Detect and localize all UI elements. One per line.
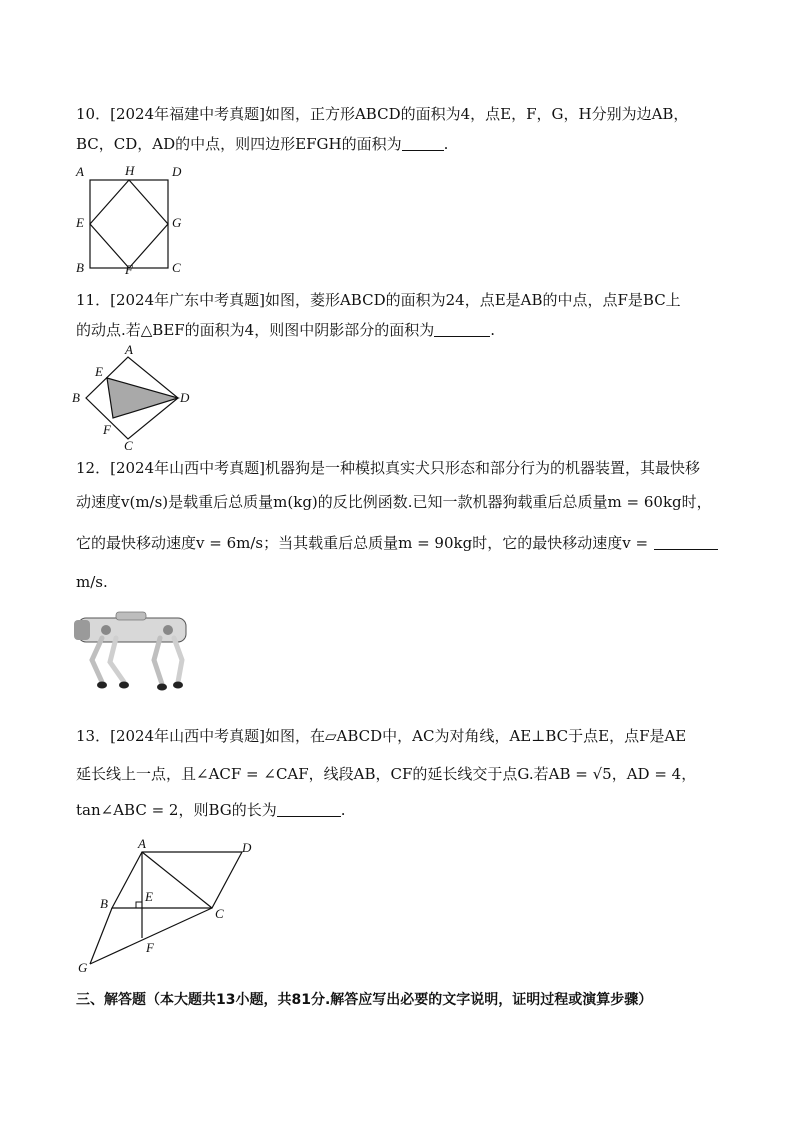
q10-quad-efgh — [90, 180, 168, 268]
q13-label-a: A — [138, 836, 146, 851]
q13-label-f: F — [146, 940, 154, 955]
q12-line4: m/s. — [76, 573, 108, 591]
q11-label-a: A — [125, 342, 133, 357]
q10-answer-blank — [402, 136, 444, 151]
q10-label-b: B — [76, 260, 84, 275]
q12-answer-blank — [654, 535, 718, 550]
q10-line2 — [76, 134, 448, 154]
q13-label-g: G — [78, 960, 88, 975]
q11-label-f: F — [103, 422, 111, 437]
q12-line3-text: 它的最快移动速度v = 6m/s；当其载重后总质量m = 90kg时，它的最快移动速度v = — [76, 534, 649, 552]
q10-square-figure — [70, 160, 200, 278]
q10-label-f: F — [125, 262, 133, 277]
robot-dog-image — [72, 608, 194, 692]
q10-line1: 10．[2024年福建中考真题]如图，正方形ABCD的面积为4，点E，F，G，H分别为边AB， — [76, 105, 689, 123]
q13-line2: 延长线上一点，且∠ACF = ∠CAF，线段AB，CF的延长线交于点G.若AB = √5，AD = 4， — [76, 765, 697, 783]
q13-line3 — [76, 800, 346, 820]
section3-title: 三、解答题（本大题共13小题，共81分.解答应写出必要的文字说明，证明过程或演算步骤） — [76, 992, 653, 1008]
q11-rhombus-figure — [68, 342, 198, 452]
q13-right-angle-mark — [136, 902, 142, 908]
q10-line2-text: BC，CD，AD的中点，则四边形EFGH的面积为 — [76, 135, 402, 153]
q11-line1: 11．[2024年广东中考真题]如图，菱形ABCD的面积为24，点E是AB的中点，点F是BC上 — [76, 291, 681, 309]
q13-label-b: B — [100, 896, 108, 911]
q13-answer-blank — [277, 802, 341, 817]
q12-line3 — [76, 533, 718, 553]
q11-shaded-triangle — [107, 378, 178, 418]
q13-line1: 13．[2024年山西中考真题]如图，在▱ABCD中，AC为对角线，AE⊥BC于点E，点F是AE — [76, 727, 687, 745]
q10-label-h: H — [125, 163, 135, 178]
q13-line3-text: tan∠ABC = 2，则BG的长为 — [76, 801, 277, 819]
q13-parallelogram-figure — [70, 832, 270, 982]
q10-line2-end: . — [443, 135, 449, 153]
q10-label-g: G — [172, 215, 182, 230]
q10-square-abcd — [90, 180, 168, 268]
q13-label-c: C — [215, 906, 224, 921]
q13-label-e: E — [145, 889, 153, 904]
q13-label-d: D — [242, 840, 252, 855]
q11-label-c: C — [124, 438, 133, 452]
q11-line2-text: 的动点.若△BEF的面积为4，则图中阴影部分的面积为 — [76, 321, 435, 339]
q10-label-e: E — [76, 215, 84, 230]
q10-label-c: C — [172, 260, 181, 275]
q11-label-e: E — [95, 364, 103, 379]
q10-label-d: D — [172, 164, 182, 179]
q11-label-b: B — [72, 390, 80, 405]
q11-line2-end: . — [490, 321, 496, 339]
q11-line2 — [76, 320, 495, 340]
q11-answer-blank — [434, 322, 490, 337]
q12-line1: 12．[2024年山西中考真题]机器狗是一种模拟真实犬只形态和部分行为的机器装置，其最快移 — [76, 459, 700, 477]
q13-line3-end: . — [340, 801, 346, 819]
q11-label-d: D — [180, 390, 190, 405]
q10-label-a: A — [76, 164, 84, 179]
q12-line2: 动速度v(m/s)是载重后总质量m(kg)的反比例函数.已知一款机器狗载重后总质量m = 60kg时， — [76, 493, 712, 511]
